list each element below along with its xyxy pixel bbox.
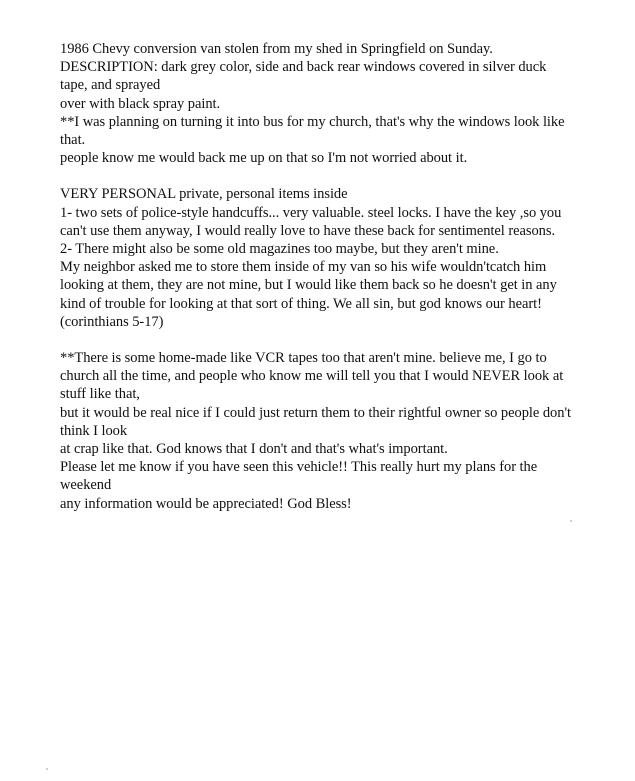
text-line: kind of trouble for looking at that sort of thing. We all sin, but god knows our heart! (60, 295, 542, 312)
text-line: tape, and sprayed (60, 77, 161, 94)
scan-speck (46, 768, 48, 770)
document-body (60, 40, 605, 513)
scan-speck (570, 520, 572, 522)
text-line: at crap like that. God knows that I don't and that's what's important. (60, 441, 448, 458)
text-line: 2- There might also be some old magazines too maybe, but they aren't mine. (60, 241, 499, 258)
text-line: any information would be appreciated! God Bless! (60, 495, 352, 512)
text-line: Please let me know if you have seen this vehicle!! This really hurt my plans for the (60, 459, 538, 476)
text-line: weekend (60, 477, 112, 494)
text-line: but it would be real nice if I could just return them to their rightful owner so people don't (60, 404, 571, 421)
paragraph-vehicle-description (60, 40, 605, 167)
text-line: My neighbor asked me to store them inside of my van so his wife wouldn'tcatch him (60, 259, 547, 276)
text-line: (corinthians 5-17) (60, 313, 164, 330)
text-line: 1986 Chevy conversion van stolen from my shed in Springfield on Sunday. (60, 41, 493, 57)
text-line: **I was planning on turning it into bus for my church, that's why the windows look like (60, 113, 565, 130)
text-line: looking at them, they are not mine, but I would like them back so he doesn't get in any (60, 277, 557, 294)
text-line: DESCRIPTION: dark grey color, side and back rear windows covered in silver duck (60, 59, 547, 76)
text-line: church all the time, and people who know me will tell you that I would NEVER look at (60, 368, 564, 385)
text-line: can't use them anyway, I would really love to have these back for sentimentel reasons. (60, 222, 556, 239)
text-line: over with black spray paint. (60, 95, 221, 112)
paragraph-personal-items (60, 185, 605, 331)
paragraph-spacer (60, 331, 605, 349)
paragraph-tapes-and-request (60, 349, 605, 513)
text-line: 1- two sets of police-style handcuffs... very valuable. steel locks. I have the key ,so you (60, 204, 562, 221)
text-line: **There is some home-made like VCR tapes too that aren't mine. believe me, I go to (60, 350, 547, 367)
text-line: VERY PERSONAL private, personal items inside (60, 186, 348, 203)
text-line: people know me would back me up on that so I'm not worried about it. (60, 150, 468, 167)
text-line: stuff like that, (60, 386, 140, 403)
text-line: that. (60, 132, 86, 149)
text-line: think I look (60, 422, 128, 439)
paragraph-spacer (60, 167, 605, 185)
